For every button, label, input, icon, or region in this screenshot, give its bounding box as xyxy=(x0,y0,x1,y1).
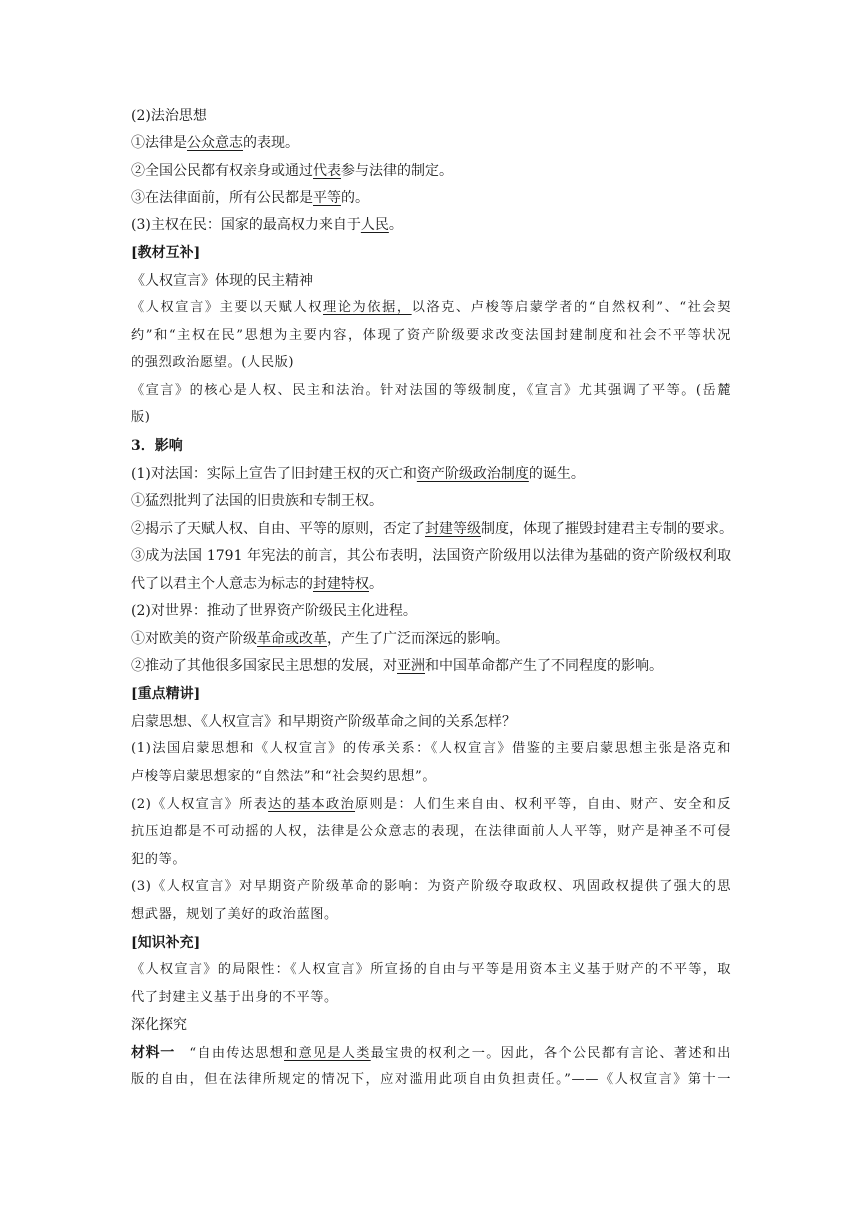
influence-world-1: ①对欧美的资产阶级革命或改革，产生了广泛而深远的影响。 xyxy=(131,631,509,647)
textbook-para-line-3: 的强烈政治愿望。(人民版) xyxy=(131,355,295,370)
section-heading-influence: 3．影响 xyxy=(131,438,183,454)
key-points-3-line-1: (3)《人权宣言》对早期资产阶级革命的影响：为资产阶级夺取政权、巩固政权提供了强大的思 xyxy=(131,879,731,894)
influence-france-3-line-1: ③成为法国 1791 年宪法的前言，其公布表明，法国资产阶级用以法律为基础的资产阶级权利取 xyxy=(131,548,731,564)
law-point-1: ①法律是公众意志的表现。 xyxy=(131,135,299,151)
knowledge-supplement-line-1: 《人权宣言》的局限性：《人权宣言》所宣扬的自由与平等是用资本主义基于财产的不平等，取 xyxy=(131,962,731,977)
section-heading-rule-of-law: (2)法治思想 xyxy=(131,108,207,124)
key-points-title: [重点精讲] xyxy=(131,686,201,702)
textbook-supplement-subtitle: 《人权宣言》体现的民主精神 xyxy=(131,273,313,289)
textbook-supplement-title: [教材互补] xyxy=(131,245,201,261)
key-points-1-line-2: 卢梭等启蒙思想家的“自然法”和“社会契约思想”。 xyxy=(131,769,437,784)
material-one-line-2: 版的自由，但在法律所规定的情况下，应对滥用此项自由负担责任。”——《人权宣言》第十一 xyxy=(131,1072,731,1087)
influence-france-1: ①猛烈批判了法国的旧贵族和专制王权。 xyxy=(131,493,383,509)
textbook-para-line-4: 《宣言》的核心是人权、民主和法治。针对法国的等级制度，《宣言》尤其强调了平等。(岳麓 xyxy=(131,383,731,398)
influence-france-2: ②揭示了天赋人权、自由、平等的原则，否定了封建等级制度，体现了摧毁封建君主专制的要求。 xyxy=(131,521,733,537)
influence-world-2: ②推动了其他很多国家民主思想的发展，对亚洲和中国革命都产生了不同程度的影响。 xyxy=(131,658,663,674)
material-one-label: 材料一 xyxy=(131,1045,175,1061)
influence-france-3-line-2: 代了以君主个人意志为标志的封建特权。 xyxy=(131,576,383,592)
textbook-para-line-5: 版) xyxy=(131,410,151,425)
textbook-para-line-2: 约”和“主权在民”思想为主要内容，体现了资产阶级要求改变法国封建制度和社会不平等状况 xyxy=(131,328,731,343)
sovereignty-point: (3)主权在民：国家的最高权力来自于人民。 xyxy=(131,217,403,233)
influence-france: (1)对法国：实际上宣告了旧封建王权的灭亡和资产阶级政治制度的诞生。 xyxy=(131,466,585,482)
deep-inquiry-title: 深化探究 xyxy=(131,1017,187,1033)
key-points-question: 启蒙思想、《人权宣言》和早期资产阶级革命之间的关系怎样？ xyxy=(131,714,516,730)
textbook-para-line-1: 《人权宣言》主要以天赋人权理论为依据，以洛克、卢梭等启蒙学者的“自然权利”、“社会契 xyxy=(131,300,731,315)
knowledge-supplement-line-2: 代了封建主义基于出身的不平等。 xyxy=(131,990,338,1005)
material-one-line-1: 材料一 “自由传达思想和意见是人类最宝贵的权利之一。因此，各个公民都有言论、著述和出 xyxy=(131,1045,732,1061)
key-points-2-line-3: 犯的等。 xyxy=(131,852,187,867)
key-points-3-line-2: 想武器，规划了美好的政治蓝图。 xyxy=(131,907,338,922)
knowledge-supplement-title: [知识补充] xyxy=(131,935,201,951)
key-points-2-line-2: 抗压迫都是不可动摇的人权，法律是公众意志的表现，在法律面前人人平等，财产是神圣不可侵 xyxy=(131,824,731,839)
law-point-3: ③在法律面前，所有公民都是平等的。 xyxy=(131,190,369,206)
influence-world: (2)对世界：推动了世界资产阶级民主化进程。 xyxy=(131,603,417,619)
law-point-2: ②全国公民都有权亲身或通过代表参与法律的制定。 xyxy=(131,163,453,179)
key-points-2-line-1: (2)《人权宣言》所表达的基本政治原则是：人们生来自由、权利平等，自由、财产、安全和反 xyxy=(131,797,732,812)
key-points-1-line-1: (1)法国启蒙思想和《人权宣言》的传承关系：《人权宣言》借鉴的主要启蒙思想主张是洛克和 xyxy=(131,741,731,756)
